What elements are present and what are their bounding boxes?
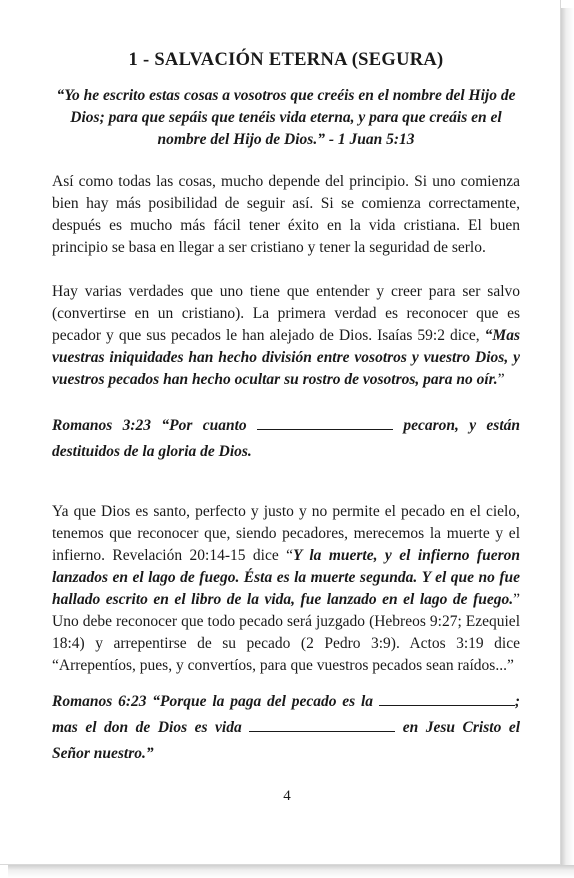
fill-in-romanos-3-23 [52, 413, 520, 465]
paragraph-2-text: Hay varias verdades que uno tiene que entender y creer para ser salvo (convertirse en un cristiano). La primera verdad es reconocer que es pecador y que sus pecados le han alejado de Dios. Isaías 59:2 dice, [52, 283, 520, 344]
chapter-title: 1 - SALVACIÓN ETERNA (SEGURA) [128, 50, 444, 70]
paragraph-3-text: Ya que Dios es santo, perfecto y justo y no permite el pecado en el cielo, tenemos que reconocer que, siendo pecadores, merecemos la muerte y el infierno. Revelación 20:14-15 dice “ [52, 503, 520, 564]
fill-in-romanos-6-23 [52, 689, 520, 767]
paragraph-3-continued: ” Uno debe reconocer que todo pecado será juzgado (Hebreos 9:27; Ezequiel 18:4) y arrepentirse de su pecado (2 Pedro 3:9). Actos 3:19 dice “Arrepentíos, pues, y convertíos, para que vuestros pecados sean raídos...” [52, 591, 520, 674]
epigraph-quote: “Yo he escrito estas cosas a vosotros que creéis en el nombre del Hijo de Dios; para que sepáis que tenéis vida eterna, y para que creáis en el nombre del Hijo de Dios.” - 1 Juan 5:13 [56, 87, 516, 148]
paragraph-3 [52, 501, 520, 677]
paragraph-2 [52, 281, 520, 391]
revelacion-quote-2: Y el que no fue hallado escrito en el libro de la vida, fue lanzado en el lago de fuego. [52, 569, 520, 608]
paragraph-1 [52, 171, 520, 259]
fill-blank-3[interactable] [249, 717, 395, 732]
fill-blank-2[interactable] [379, 691, 515, 706]
page-shadow-bottom [8, 865, 574, 878]
fill-2-start: Romanos 6:23 “Porque la paga del pecado es la [52, 693, 374, 710]
fill-2-end: en Jesu Cristo el Señor nuestro.” [52, 719, 521, 762]
fill-blank-1[interactable] [257, 415, 393, 430]
paragraph-2-end: ” [497, 371, 505, 388]
fill-1-end: pecaron, y están destituidos de la gloria de Dios. [52, 417, 521, 460]
fill-1-start: Romanos 3:23 “Por cuanto [52, 417, 247, 434]
page-content [52, 50, 520, 789]
paragraph-1-text: Así como todas las cosas, mucho depende del principio. Si uno comienza bien hay más posibilidad de seguir así. Si se comienza correctamente, después es mucho más fácil tener éxito en la vida cristiana. El buen principio se basa en llegar a ser cristiano y tener la seguridad de serlo. [52, 173, 520, 256]
revelacion-quote-1: Y la muerte, y el infierno fueron lanzados en el lago de fuego. Ésta es la muerte segunda. [52, 547, 520, 586]
isaias-quote: “Mas vuestras iniquidades han hecho división entre vosotros y vuestro Dios, y vuestros pecados han hecho ocultar su rostro de vosotros, para no oír. [52, 327, 520, 388]
page-number: 4 [283, 788, 291, 804]
page-shadow-right [561, 8, 574, 878]
fill-2-mid: ; mas el don de Dios es vida [52, 693, 520, 736]
